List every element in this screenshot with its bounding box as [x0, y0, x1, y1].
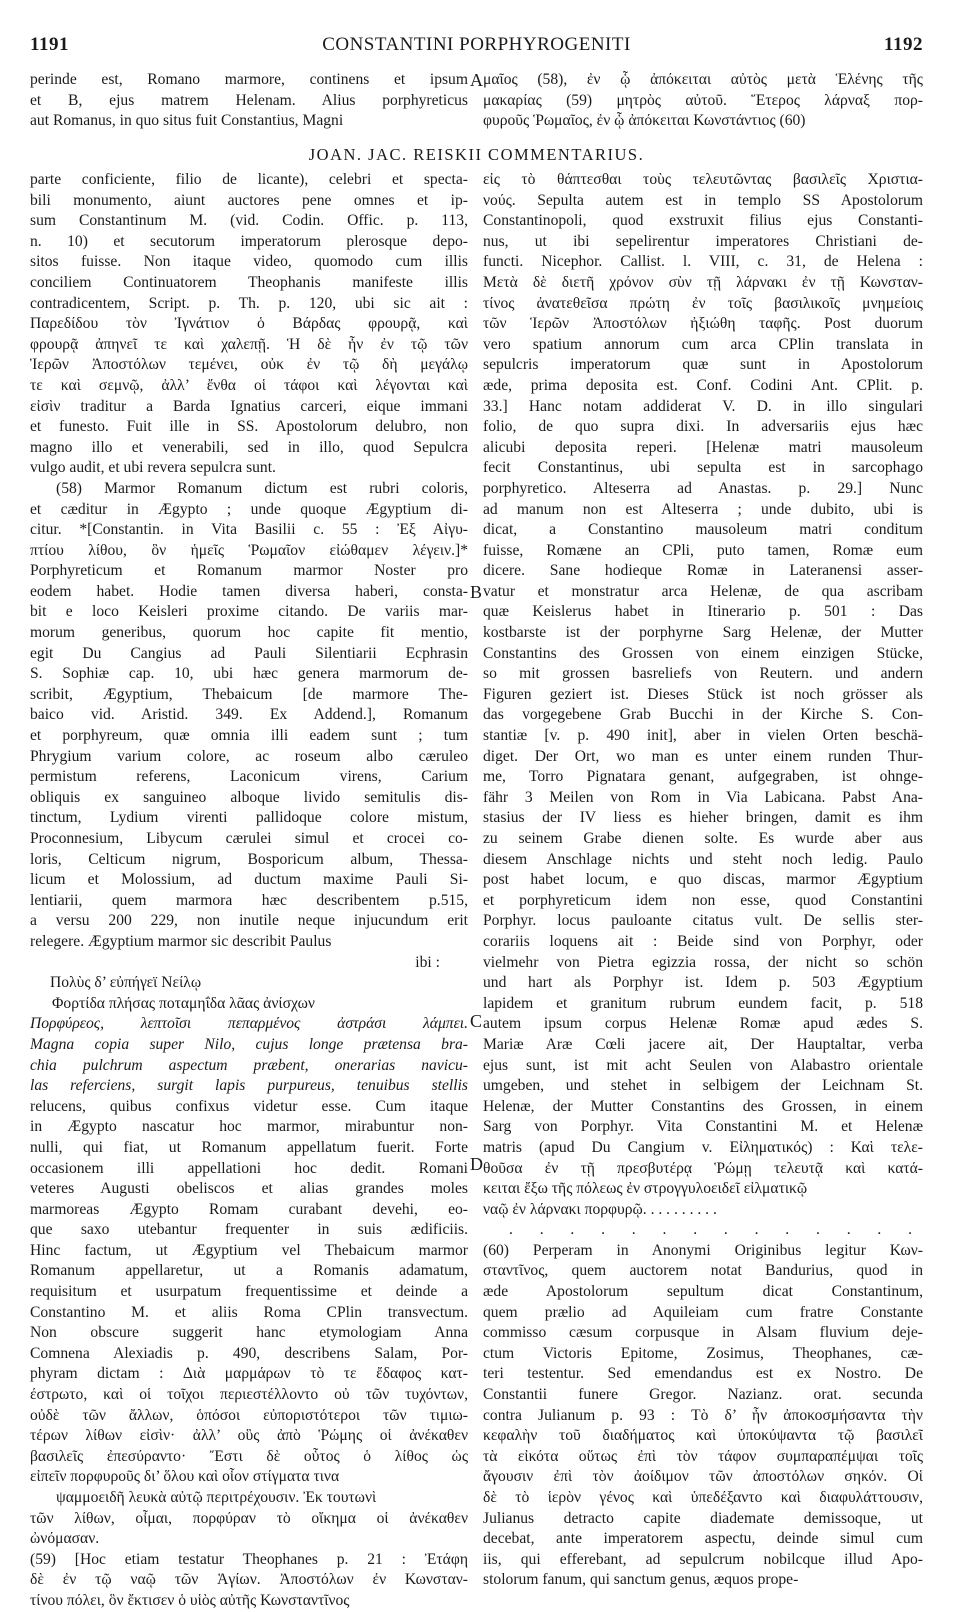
text-line: umgeben, und stehet in selbigem der Leichnam St.	[483, 1077, 923, 1095]
text-line: Hinc factum, ut Ægyptium vel Thebaicum marmor	[30, 1241, 468, 1259]
text-line: μακαρίας (59) μητρὸς αὐτοῦ. Ἕτερος λάρναξ πορ-	[483, 91, 923, 109]
text-line: Μετὰ δὲ διετῆ χρόνον σὺν τῇ λάρνακι ἐν τῇ Κωνσταν-	[483, 273, 923, 291]
text-line: Porphyr. locus pauloante citatus vult. De sellis ster-	[483, 912, 923, 930]
text-line: perinde est, Romano marmore, continens et ipsum	[30, 71, 468, 88]
text-line: corariis loquens ait : Beide sind von Porphyr, oder	[483, 932, 923, 950]
text-line: quem prælio ad Aquileiam cum fratre Constante	[483, 1303, 923, 1321]
text-line: diesem Anschlage nichts und steht noch ledig. Paulo	[483, 850, 923, 868]
text-line: autem ipsum corpus Helenæ Romæ apud ædes S.	[483, 1015, 923, 1033]
text-line: Πορφύρεος, λεπτοῖσι πεπαρμένος ἀστράσι λάμπει.	[30, 1015, 468, 1033]
text-line: θοῦσα ἐν τῇ πρεσβυτέρᾳ Ῥώμῃ τελευτᾷ καὶ κατά-	[483, 1159, 923, 1177]
text-line: licum et Molossium, ad ductum maxime Pauli Si-	[30, 871, 468, 889]
text-line: scribit, Ægyptium, Thebaicum [de marmore The-	[30, 685, 468, 703]
text-line: κεφαλὴν τοῦ διαδήματος καὶ ὑποκύψαντα τῷ βασιλεῖ	[483, 1427, 923, 1445]
text-line: Παρεδίδου τὸν Ἰγνάτιον ὁ Βάρδας φρουρᾷ, καὶ	[30, 315, 468, 333]
text-line: 33.] Hanc notam addiderat V. D. in illo singulari	[483, 397, 923, 415]
text-line: (60) Perperam in Anonymi Originibus legitur Κων-	[483, 1241, 923, 1259]
text-line: ibi :	[415, 953, 440, 971]
text-line: aut Romanus, in quo situs fuit Constantius, Magni	[30, 112, 344, 130]
text-line: relegere. Ægyptium marmor sic describit Paulus	[30, 932, 332, 950]
text-line: Non obscure suggerit hanc etymologiam Anna	[30, 1324, 468, 1342]
text-line: vielmehr von Pietra egizzia rossa, der nicht so schön	[483, 953, 923, 971]
text-line: matris (apud Du Cangium v. Εἰληματικός) : Καὶ τελε-	[483, 1138, 923, 1156]
text-line: diget. Der Ort, wo man es unter einem runden Thur-	[483, 747, 923, 765]
margin-letter-b: B	[470, 582, 483, 602]
margin-letter-a: A	[470, 70, 483, 90]
text-line: iis, qui efferebant, ad sepulcrum nobilcque illud Apo-	[483, 1550, 923, 1568]
text-line: vero spatium annorum cum arca CPlin translata in	[483, 335, 923, 353]
text-line: veteres Augusti obeliscos et alias grandes moles	[30, 1180, 468, 1198]
text-line: citur. *[Constantin. in Vita Basilii c. 55 : Ἐξ Αἰγυ-	[30, 521, 468, 539]
text-line: . . . . . . . . . . . . . .	[509, 1221, 923, 1239]
text-line: das vorgegebene Grab Bucchi in der Kirche S. Con-	[483, 706, 923, 724]
text-line: τίνος ἀνατεθεῖσα πρώτη ἐν τοῖς βασιλικοῖς μνημείοις	[483, 294, 923, 312]
text-line: fecit Constantinus, ubi sepulta est in sarcophago	[483, 459, 923, 477]
text-line: tinctum, Lydium virenti pallidoque colore mistum,	[30, 809, 468, 827]
text-line: βασιλεῖς ἐπεσύραντο· Ἔστι δὲ οὗτος ὁ λίθος ὡς	[30, 1447, 468, 1465]
top-right-text-block	[483, 70, 923, 132]
text-line: chia pulchrum aspectum præbent, onerarias navicu-	[30, 1056, 468, 1074]
text-line: et B, ejus matrem Helenam. Alius porphyreticus	[30, 91, 468, 109]
text-line: μαῖος (58), ἐν ᾧ ἀπόκειται αὐτὸς μετὰ Ἑλένης τῆς	[483, 71, 923, 88]
text-line: νούς. Sepulta autem est in templo SS Apostolorum	[483, 191, 923, 209]
left-commentary-column	[30, 170, 468, 1612]
text-line: έστρωτο, καὶ οἱ τοῖχοι περιεστέλλοντο οὐ τῶν τυχόντων,	[30, 1386, 468, 1404]
text-line: Julianus detracto capite diademate demissoque, ut	[483, 1509, 923, 1527]
text-line: eodem habet. Hodie tamen diversa haberi, consta-	[30, 582, 468, 600]
text-line: lapidem et granitum rubrum eundem facit, p. 518	[483, 994, 923, 1012]
text-line: Magna copia super Nilo, cujus longe prætensa bra-	[30, 1035, 468, 1053]
text-line: requisitum et usurpatum frequentissime et deinde a	[30, 1283, 468, 1301]
text-line: Constantins des Grossen von einem einzigen Stücke,	[483, 644, 923, 662]
text-line: Romanum appellaretur, ut a Romanis adamatum,	[30, 1262, 468, 1280]
text-line: τῶν Ἱερῶν Ἀποστόλων ἠξιώθη ταφῆς. Post duorum	[483, 315, 923, 333]
text-line: a versu 200 229, non inutile neque injucundum erit	[30, 912, 468, 930]
text-line: commisso cæsum corpusque in Alsam fluvium deje-	[483, 1324, 923, 1342]
text-line: contra Julianum p. 93 : Τὸ δ’ ἦν ἀποκοσμήσαντα τὴν	[483, 1406, 923, 1424]
text-line: Figuren geziert ist. Dieses Stück ist noch grösser als	[483, 685, 923, 703]
margin-letter-c: C	[470, 1011, 483, 1031]
section-heading: JOAN. JAC. REISKII COMMENTARIUS.	[308, 145, 645, 164]
text-line: Phrygium varium colore, ac roseum albo cæruleo	[30, 747, 468, 765]
text-line: porphyretico. Alteserra ad Anastas. p. 29.] Nunc	[483, 479, 923, 497]
text-line: τῶν λίθων, οἶμαι, πορφύραν τὸ οἴκημα οἱ ἀνέκαθεν	[30, 1509, 468, 1527]
text-line: Constantii funere Gregor. Nazianz. orat. secunda	[483, 1386, 923, 1404]
text-line: permistum referens, Laconicum virens, Carium	[30, 768, 468, 786]
text-line: τὰ εἰκότα οὕτως ἐπὶ τὸν τάφον συμπαραπέμψαι τοῖς	[483, 1447, 923, 1465]
text-line: kostbarste ist der porphyrne Sarg Helenæ, der Mutter	[483, 624, 923, 642]
text-line: vatur et monstratur arca Helenæ, de qua ascribam	[483, 582, 923, 600]
text-line: ἄγουσιν ἐπὶ τὸν ἀοίδιμον τῶν ἀποστόλων σηκόν. Οἱ	[483, 1468, 923, 1486]
left-page-number: 1191	[30, 34, 69, 55]
text-line: sum Constantinum M. (vid. Codin. Offic. p. 113,	[30, 212, 468, 230]
text-line: und hart als Porphyr ist. Idem p. 503 Ægyptium	[483, 974, 923, 992]
text-line: lentiarii, quem marmora hæc describentem p.515,	[30, 891, 468, 909]
text-line: οὐδὲ τῶν ἄλλων, ὁπόσοι εὐποριστότεροι τῶν τιμιω-	[30, 1406, 468, 1424]
text-line: decebat, ante imperatorem aspectu, deinde simul cum	[483, 1530, 923, 1548]
text-line: εἰσὶν traditur a Barda Ignatius carceri, eique immani	[30, 397, 468, 415]
text-line: stolorum fanum, qui sanctum genus, æquos prope-	[483, 1571, 799, 1589]
text-line: εἰς τὸ θάπτεσθαι τοὺς τελευτῶντας βασιλεῖς Χριστια-	[483, 171, 923, 188]
text-line: ψαμμοειδῆ λευκὰ αὐτῷ περιτρέχουσιν. Ἐκ τουτωνὶ	[56, 1489, 377, 1506]
text-line: δὲ τὸ ἱερὸν γένος καὶ ὑπεδέξαντο καὶ διαφυλάττουσιν,	[483, 1489, 923, 1506]
text-line: nus, ut ibi sepelirentur imperatores Christiani de-	[483, 232, 923, 250]
text-line: Ἱερῶν Ἀποστόλων τεμένει, οὐκ ἐν τῷ δὴ μεγάλῳ	[30, 356, 468, 374]
text-line: fähr 3 Meilen von Rom in Via Labicana. Pabst Ana-	[483, 788, 923, 806]
text-line: εἰπεῖν πορφυροῦς δι’ ὅλου καὶ οἷον στίγματα τινα	[30, 1468, 340, 1486]
top-left-text-block	[30, 70, 468, 132]
text-line: egit Du Cangius ad Pauli Silentiarii Ecphrasin	[30, 644, 468, 662]
text-line: marmoreas Ægypto Romam curabant devehi, eo-	[30, 1200, 468, 1218]
text-line: ὠνόμασαν.	[30, 1530, 100, 1548]
text-line: Proconnesium, Libycum cærulei simul et crocei co-	[30, 830, 468, 847]
text-line: ejus sunt, ist mit acht Seulen von Alabastro orientale	[483, 1056, 923, 1074]
text-line: Comnena Alexiadis p. 490, describens Salam, Por-	[30, 1344, 468, 1362]
text-line: so mit grossen basreliefs von Reutern. und andern	[483, 665, 923, 683]
text-line: (58) Marmor Romanum dictum est rubri coloris,	[56, 479, 468, 497]
margin-letter-d: D	[470, 1154, 483, 1174]
text-line: occasionem illi appellationi hoc dedit. Romani	[30, 1159, 468, 1177]
text-line: phyram dictam : Διὰ μαρμάρων τὸ τε ἔδαφος κατ-	[30, 1365, 468, 1383]
text-line: et cæditur in Ægypto ; unde quoque Ægyptium di-	[30, 500, 468, 518]
text-line: dicere. Sane hodieque Romæ in Lateranensi asser-	[483, 562, 923, 580]
text-line: dicat, a Constantino mausoleum matri conditum	[483, 521, 923, 539]
text-line: ναῷ ἐν λάρνακι πορφυρῷ. . . . . . . . . .	[483, 1200, 717, 1218]
text-line: ad manum non est Alteserra ; unde dubito, ubi is	[483, 500, 923, 518]
text-line: φρουρᾷ ἀπηνεῖ τε καὶ χαλεπῇ. Ἡ δὲ ἦν ἐν τῷ τῶν	[30, 335, 468, 353]
text-line: πτίου λίθου, ὃν ἡμεῖς Ῥωμαῖον εἰώθαμεν λέγειν.]*	[30, 541, 468, 559]
text-line: δὲ ἐν τῷ ναῷ τῶν Ἁγίων. Ἀποστόλων ἐν Κωνσταν-	[30, 1571, 468, 1589]
text-line: ctum Victoris Epitome, Zosimus, Theophanes, cæ-	[483, 1344, 923, 1362]
text-line: sitos fuisse. Non itaque video, quomodo cum illis	[30, 253, 468, 271]
text-line: φυροῦς Ῥωμαῖος, ἐν ᾧ ἀπόκειται Κωνστάντιος (60)	[483, 112, 806, 130]
text-line: æde, prima deposita est. Conf. Codini Ant. CPlit. p.	[483, 376, 923, 394]
text-line: Porphyreticum et Romanum marmor Noster pro	[30, 562, 468, 580]
text-line: parte conficiente, filio de licante), celebri et specta-	[30, 171, 468, 188]
running-title: CONSTANTINI PORPHYROGENITI	[322, 34, 631, 55]
text-line: σταντῖνος, quem auctorem notat Bandurius, quod in	[483, 1262, 923, 1280]
text-line: obliquis ex sanguineo alboque livido semitulis dis-	[30, 788, 468, 806]
text-line: et porphyreum, quæ omnia illi eadem sunt ; tum	[30, 727, 468, 745]
text-line: n. 10) et secutorum imperatorum plerosque depo-	[30, 232, 468, 250]
page-header	[30, 34, 923, 60]
text-line: baico vid. Aristid. 349. Ex Addend.], Romanum	[30, 706, 468, 724]
text-line: teri testentur. Sed emendandus est ex Nostro. De	[483, 1365, 923, 1383]
text-line: fuisse, Romæne an CPli, puto tamen, Romæ eum	[483, 541, 923, 559]
text-line: Constantinopoli, quod exstruxit filius ejus Constanti-	[483, 212, 923, 230]
text-line: contradicentem, Script. p. Th. p. 120, ubi sic ait :	[30, 294, 468, 312]
text-line: et funesto. Fuit ille in SS. Apostolorum delubro, non	[30, 418, 468, 436]
text-line: Φορτίδα πλήσας ποταμηΐδα λᾶας ἀνίσχων	[52, 994, 315, 1012]
text-line: morum generibus, quorum hoc capite fit mentio,	[30, 624, 468, 642]
text-line: Πολὺς δ’ εὐπήγεϊ Νείλῳ	[50, 974, 202, 992]
text-line: las referciens, surgit lapis purpureus, tenuibus stellis	[30, 1077, 468, 1095]
text-line: et porphyreticum idem non esse, quod Constantini	[483, 891, 923, 909]
text-line: æde Apostolorum sepultum dicat Constantinum,	[483, 1283, 923, 1301]
text-line: bit e loco Keisleri proxime citando. De variis mar-	[30, 603, 468, 621]
text-line: folio, de quo supra dixi. In adversariis ejus hæc	[483, 418, 923, 436]
text-line: stasius der IV liess es hieher bringen, damit es ihm	[483, 809, 923, 827]
text-line: Helenæ, der Mutter Constantins des Grossen, in einem	[483, 1097, 923, 1115]
text-line: nulli, qui fiat, ut Romanum appellatum fuerit. Forte	[30, 1138, 468, 1156]
text-line: S. Sophiæ cap. 10, ubi hæc genera marmorum de-	[30, 665, 468, 683]
text-line: bili monumento, aiunt auctores pene omnes et ip-	[30, 191, 468, 209]
text-line: τέρων λίθων εἰσὶν· ἀλλ’ οὓς ἀπὸ Ῥώμης οἱ ἀνέκαθεν	[30, 1427, 468, 1445]
text-line: alicubi deposita reperi. [Helenæ matri mausoleum	[483, 438, 923, 456]
text-line: τίνου πόλει, ὃν ἔκτισεν ὁ υἱὸς αὐτῆς Κωνσταντῖνος	[30, 1591, 350, 1609]
text-line: relucens, quibus confixus videtur esse. Cum itaque	[30, 1097, 468, 1115]
text-line: in Ægypto nascatur hoc marmor, mirabuntur non-	[30, 1118, 468, 1136]
text-line: τε καὶ σεμνῷ, ἀλλ’ ἔνθα οἱ τάφοι καὶ λέγονται καὶ	[30, 376, 468, 394]
text-line: Constantino M. et aliis Roma CPlin transvectum.	[30, 1303, 468, 1321]
text-line: post habet locum, e quo discas, marmor Ægyptium	[483, 871, 923, 889]
text-line: vulgo audit, et ubi revera sepulcra sunt.	[30, 459, 276, 477]
text-line: magno illo et venerabili, sed in illo, quod Sepulcra	[30, 438, 468, 456]
text-line: κειται ἔξω τῆς πόλεως ἐν στρογγυλοειδεῖ εἰλματικῷ	[483, 1180, 808, 1198]
text-line: Mariæ Aræ Cœli jacere ait, Der Hauptaltar, verba	[483, 1035, 923, 1053]
text-line: functi. Nicephor. Callist. l. VIII, c. 31, de Helena :	[483, 253, 923, 271]
text-line: que saxo utebantur frequenter in suis ædificiis.	[30, 1221, 468, 1239]
right-commentary-column	[483, 170, 923, 1591]
text-line: sepulcris imperatorum quæ sunt in Apostolorum	[483, 356, 923, 374]
text-line: loris, Celticum nigrum, Bosporicum album, Thessa-	[30, 850, 468, 868]
right-page-number: 1192	[884, 34, 923, 55]
text-line: (59) [Hoc etiam testatur Theophanes p. 21 : Ἐτάφη	[30, 1550, 468, 1568]
text-line: stantiæ [v. p. 490 init], aber in vielen Orten beschä-	[483, 727, 923, 745]
text-line: zu seinem Grabe dienen solte. Es wurde aber aus	[483, 830, 923, 847]
text-line: quæ Keislerus habet in Itinerario p. 501 : Das	[483, 603, 923, 621]
text-line: Sarg von Porphyr. Vita Constantini M. et Helenæ	[483, 1118, 923, 1136]
text-line: conciliem Continuatorem Theophanis manifeste illis	[30, 273, 468, 291]
text-line: me, Torro Pignatara genant, aufgegraben, ist ohnge-	[483, 768, 923, 786]
